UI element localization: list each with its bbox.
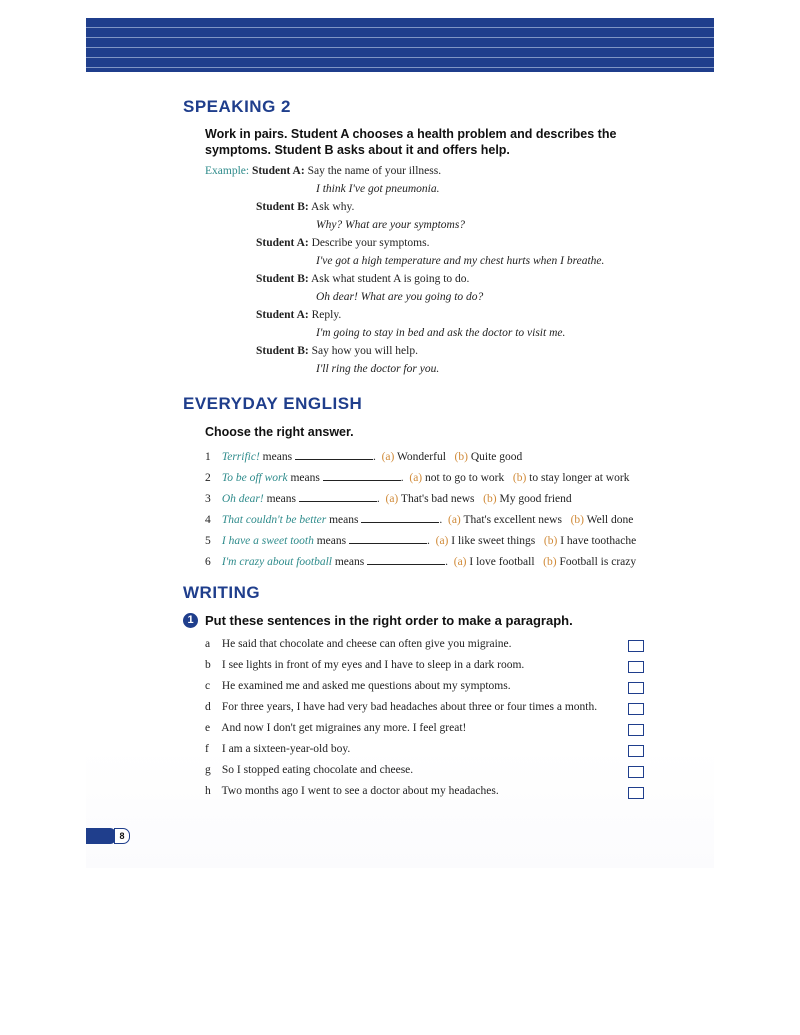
option-a-label: (a) <box>435 535 449 547</box>
option-a-label: (a) <box>409 472 423 484</box>
order-checkbox[interactable] <box>628 766 644 778</box>
writing-instruction: Put these sentences in the right order to make a paragraph. <box>205 613 573 628</box>
order-checkbox[interactable] <box>628 724 644 736</box>
everyday-english-title: EVERYDAY ENGLISH <box>183 394 363 413</box>
phrase: That couldn't be better <box>221 514 327 526</box>
option-b-label: (b) <box>512 472 527 484</box>
speaking-instruction: Work in pairs. Student A chooses a health problem and describes the symptoms. Student B asks about it and offers help. <box>205 127 617 157</box>
sentence-text: Two months ago I went to see a doctor about my headaches. <box>221 785 499 797</box>
sentence-letter: h <box>205 785 211 797</box>
choice-item: 5 I have a sweet tooth means . (a) I like sweet things (b) I have toothache <box>205 535 637 547</box>
speaker: Student B: <box>256 345 309 357</box>
sentence-letter: e <box>205 722 211 734</box>
order-checkbox[interactable] <box>628 661 644 673</box>
speaker: Student B: <box>256 273 309 285</box>
phrase: Terrific! <box>221 451 260 463</box>
prompt: Ask why. <box>310 201 355 213</box>
option-a[interactable]: That's excellent news <box>463 514 562 526</box>
example-label: Example: <box>205 165 250 177</box>
sentence-letter: a <box>205 638 211 650</box>
item-number: 2 <box>205 472 211 484</box>
order-checkbox[interactable] <box>628 745 644 757</box>
page-number: 8 <box>114 828 130 844</box>
sentence-letter: f <box>205 743 209 755</box>
item-number: 1 <box>205 451 211 463</box>
phrase: To be off work <box>221 472 288 484</box>
means-word: means <box>266 493 296 505</box>
option-b[interactable]: Quite good <box>470 451 523 463</box>
sentence-letter: g <box>205 764 211 776</box>
dialogue-line <box>256 345 418 357</box>
means-word: means <box>316 535 347 547</box>
answer-blank[interactable] <box>361 512 439 523</box>
choice-item: 6 I'm crazy about football means . (a) I love football (b) Football is crazy <box>205 556 637 568</box>
sentence-letter: b <box>205 659 211 671</box>
means-word: means <box>329 514 359 526</box>
item-number: 3 <box>205 493 211 505</box>
sentence-text: He said that chocolate and cheese can often give you migraine. <box>221 638 512 650</box>
answer-blank[interactable] <box>367 554 445 565</box>
option-a-label: (a) <box>453 556 467 568</box>
speaking-title: SPEAKING 2 <box>183 97 291 116</box>
item-number: 5 <box>205 535 211 547</box>
writing-title: WRITING <box>183 583 261 602</box>
everyday-instruction: Choose the right answer. <box>205 425 354 439</box>
option-a[interactable]: I love football <box>469 556 535 568</box>
sentence-item <box>205 638 512 650</box>
header-banner <box>86 18 714 72</box>
response: Why? What are your symptoms? <box>316 219 466 231</box>
option-b[interactable]: to stay longer at work <box>529 472 630 484</box>
sentence-item <box>205 722 466 734</box>
sentence-text: For three years, I have had very bad headaches about three or four times a month. <box>221 701 598 713</box>
order-checkbox[interactable] <box>628 703 644 715</box>
speaker: Student B: <box>256 201 309 213</box>
means-word: means <box>262 451 293 463</box>
choice-item: 3 Oh dear! means . (a) That's bad news (b) My good friend <box>205 493 572 505</box>
sentence-item <box>205 764 413 776</box>
page-number-tab <box>86 828 116 844</box>
option-b[interactable]: My good friend <box>499 493 572 505</box>
answer-blank[interactable] <box>349 533 427 544</box>
option-a-label: (a) <box>381 451 395 463</box>
prompt: Describe your symptoms. <box>311 237 430 249</box>
dialogue-line <box>205 165 441 177</box>
speaker: Student A: <box>256 309 309 321</box>
means-word: means <box>334 556 365 568</box>
sentence-letter: c <box>205 680 211 692</box>
prompt: Say the name of your illness. <box>307 165 442 177</box>
option-a[interactable]: I like sweet things <box>451 535 536 547</box>
choice-item: 2 To be off work means . (a) not to go to work (b) to stay longer at work <box>205 472 630 484</box>
option-b-label: (b) <box>543 556 557 568</box>
option-a[interactable]: Wonderful <box>397 451 446 463</box>
sentence-text: So I stopped eating chocolate and cheese. <box>221 764 414 776</box>
option-b-label: (b) <box>543 535 558 547</box>
sentence-text: I see lights in front of my eyes and I have to sleep in a dark room. <box>221 659 525 671</box>
speaker: Student A: <box>256 237 309 249</box>
response: Oh dear! What are you going to do? <box>316 291 484 303</box>
sentence-item <box>205 743 350 755</box>
prompt: Ask what student A is going to do. <box>310 273 470 285</box>
answer-blank[interactable] <box>323 470 401 481</box>
order-checkbox[interactable] <box>628 787 644 799</box>
dialogue-line <box>256 309 341 321</box>
answer-blank[interactable] <box>295 449 373 460</box>
option-a[interactable]: not to go to work <box>425 472 505 484</box>
item-number: 4 <box>205 514 211 526</box>
phrase: Oh dear! <box>221 493 264 505</box>
response: I think I've got pneumonia. <box>316 183 440 195</box>
choice-item: 1 Terrific! means . (a) Wonderful (b) Quite good <box>205 451 523 463</box>
option-b-label: (b) <box>570 514 584 526</box>
option-b-label: (b) <box>454 451 468 463</box>
response: I'll ring the doctor for you. <box>316 363 440 375</box>
sentence-letter: d <box>205 701 211 713</box>
option-b[interactable]: Football is crazy <box>559 556 637 568</box>
item-number: 6 <box>205 556 211 568</box>
option-b[interactable]: I have toothache <box>560 535 637 547</box>
speaker: Student A: <box>251 165 305 177</box>
prompt: Say how you will help. <box>311 345 418 357</box>
sentence-text: And now I don't get migraines any more. I feel great! <box>221 722 467 734</box>
response: I've got a high temperature and my chest hurts when I breathe. <box>316 255 605 267</box>
option-a-label: (a) <box>385 493 399 505</box>
phrase: I have a sweet tooth <box>221 535 314 547</box>
option-a[interactable]: That's bad news <box>400 493 475 505</box>
exercise-number-badge: 1 <box>183 613 198 628</box>
dialogue-line <box>256 201 354 213</box>
response: I'm going to stay in bed and ask the doctor to visit me. <box>316 327 566 339</box>
means-word: means <box>290 472 320 484</box>
prompt: Reply. <box>311 309 342 321</box>
dialogue-line <box>256 237 429 249</box>
option-b-label: (b) <box>483 493 497 505</box>
choice-item: 4 That couldn't be better means . (a) That's excellent news (b) Well done <box>205 514 634 526</box>
sentence-text: He examined me and asked me questions about my symptoms. <box>221 680 511 692</box>
sentence-item <box>205 659 524 671</box>
sentence-item <box>205 701 597 713</box>
sentence-item <box>205 680 511 692</box>
option-b[interactable]: Well done <box>586 514 634 526</box>
answer-blank[interactable] <box>299 491 377 502</box>
order-checkbox[interactable] <box>628 682 644 694</box>
phrase: I'm crazy about football <box>221 556 332 568</box>
dialogue-line <box>256 273 469 285</box>
sentence-text: I am a sixteen-year-old boy. <box>221 743 351 755</box>
sentence-item <box>205 785 499 797</box>
option-a-label: (a) <box>448 514 461 526</box>
order-checkbox[interactable] <box>628 640 644 652</box>
